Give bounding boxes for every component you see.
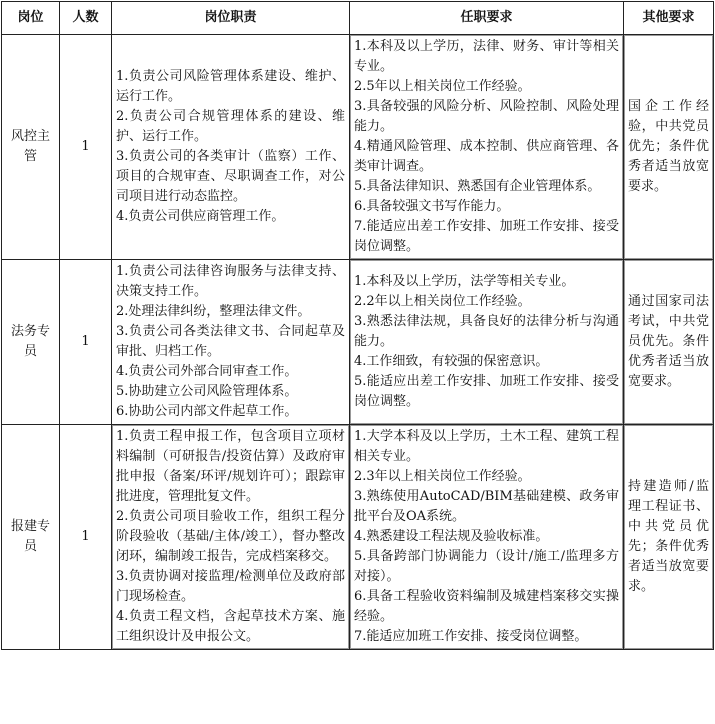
header-row — [2, 2, 714, 35]
requirement-item: 1.大学本科及以上学历，土木工程、建筑工程相关专业。 — [354, 429, 619, 464]
requirement-item: 6.具备较强文书写作能力。 — [354, 199, 510, 214]
header-other: 其他要求 — [624, 2, 714, 35]
duty-item: 2.负责公司项目验收工作，组织工程分阶段验收（基础/主体/竣工），督办整改闭环，编制竣工报告，完成档案移交。 — [116, 509, 345, 564]
duty-item: 4.负责公司外部合同审查工作。 — [116, 364, 298, 379]
duty-item: 5.协助建立公司风险管理体系。 — [116, 384, 298, 399]
requirements-cell — [350, 260, 624, 425]
table-row — [2, 35, 714, 260]
requirement-item: 4.精通风险管理、成本控制、供应商管理、各类审计调查。 — [354, 139, 619, 174]
count-cell: 1 — [60, 260, 112, 425]
requirements-cell — [350, 425, 624, 650]
other-requirements-cell: 国企工作经验，中共党员优先；条件优秀者适当放宽要求。 — [624, 35, 714, 260]
requirement-item: 7.能适应加班工作安排、接受岗位调整。 — [354, 629, 588, 644]
requirement-item: 3.熟悉法律法规，具备良好的法律分析与沟通能力。 — [354, 314, 619, 349]
duty-item: 3.负责公司各类法律文书、合同起草及审批、归档工作。 — [116, 324, 345, 359]
header-position: 岗位 — [2, 2, 60, 35]
count-cell: 1 — [60, 35, 112, 260]
duties-cell — [112, 260, 350, 425]
duty-item: 6.协助公司内部文件起草工作。 — [116, 404, 298, 419]
duty-item: 3.负责协调对接监理/检测单位及政府部门现场检查。 — [116, 569, 345, 604]
other-requirements-cell: 通过国家司法考试，中共党员优先。条件优秀者适当放宽要求。 — [624, 260, 714, 425]
duties-cell — [112, 425, 350, 650]
requirement-item: 4.熟悉建设工程法规及验收标准。 — [354, 529, 549, 544]
position-cell: 报建专员 — [2, 425, 60, 650]
duty-item: 2.负责公司合规管理体系的建设、维护、运行工作。 — [116, 109, 345, 144]
duty-item: 2.处理法律纠纷，整理法律文件。 — [116, 304, 311, 319]
duties-cell — [112, 35, 350, 260]
position-cell: 风控主管 — [2, 35, 60, 260]
header-requirements: 任职要求 — [350, 2, 624, 35]
requirement-item: 2.3年以上相关岗位工作经验。 — [354, 469, 531, 484]
job-table — [1, 1, 714, 650]
table-row — [2, 425, 714, 650]
requirement-item: 4.工作细致，有较强的保密意识。 — [354, 354, 549, 369]
count-cell: 1 — [60, 425, 112, 650]
duty-item: 3.负责公司的各类审计（监察）工作、项目的合规审查、尽职调查工作，对公司项目进行动态监控。 — [116, 149, 345, 204]
requirement-item: 2.2年以上相关岗位工作经验。 — [354, 294, 531, 309]
requirement-item: 5.具备跨部门协调能力（设计/施工/监理多方对接）。 — [354, 549, 619, 584]
duty-item: 4.负责工程文档，含起草技术方案、施工组织设计及申报公文。 — [116, 609, 345, 644]
requirement-item: 5.能适应出差工作安排、加班工作安排、接受岗位调整。 — [354, 374, 619, 409]
header-duties: 岗位职责 — [112, 2, 350, 35]
duty-item: 4.负责公司供应商管理工作。 — [116, 209, 285, 224]
duty-item: 1.负责工程申报工作，包含项目立项材料编制（可研报告/投资估算）及政府审批申报（备案/环评/规划许可）；跟踪审批进度，管理批复文件。 — [116, 429, 345, 504]
requirement-item: 3.具备较强的风险分析、风险控制、风险处理能力。 — [354, 99, 619, 134]
requirement-item: 5.具备法律知识、熟悉国有企业管理体系。 — [354, 179, 601, 194]
requirement-item: 2.5年以上相关岗位工作经验。 — [354, 79, 531, 94]
position-cell: 法务专员 — [2, 260, 60, 425]
header-count: 人数 — [60, 2, 112, 35]
requirement-item: 1.本科及以上学历，法律、财务、审计等相关专业。 — [354, 39, 619, 74]
other-requirements-cell: 持建造师/监理工程证书、中共党员优先；条件优秀者适当放宽要求。 — [624, 425, 714, 650]
requirement-item: 3.熟练使用AutoCAD/BIM基础建模、政务审批平台及OA系统。 — [354, 489, 619, 524]
duty-item: 1.负责公司法律咨询服务与法律支持、决策支持工作。 — [116, 264, 345, 299]
requirements-cell — [350, 35, 624, 260]
requirement-item: 1.本科及以上学历，法学等相关专业。 — [354, 274, 575, 289]
requirement-item: 7.能适应出差工作安排、加班工作安排、接受岗位调整。 — [354, 219, 619, 254]
requirement-item: 6.具备工程验收资料编制及城建档案移交实操经验。 — [354, 589, 619, 624]
duty-item: 1.负责公司风险管理体系建设、维护、运行工作。 — [116, 69, 345, 104]
table-row — [2, 260, 714, 425]
